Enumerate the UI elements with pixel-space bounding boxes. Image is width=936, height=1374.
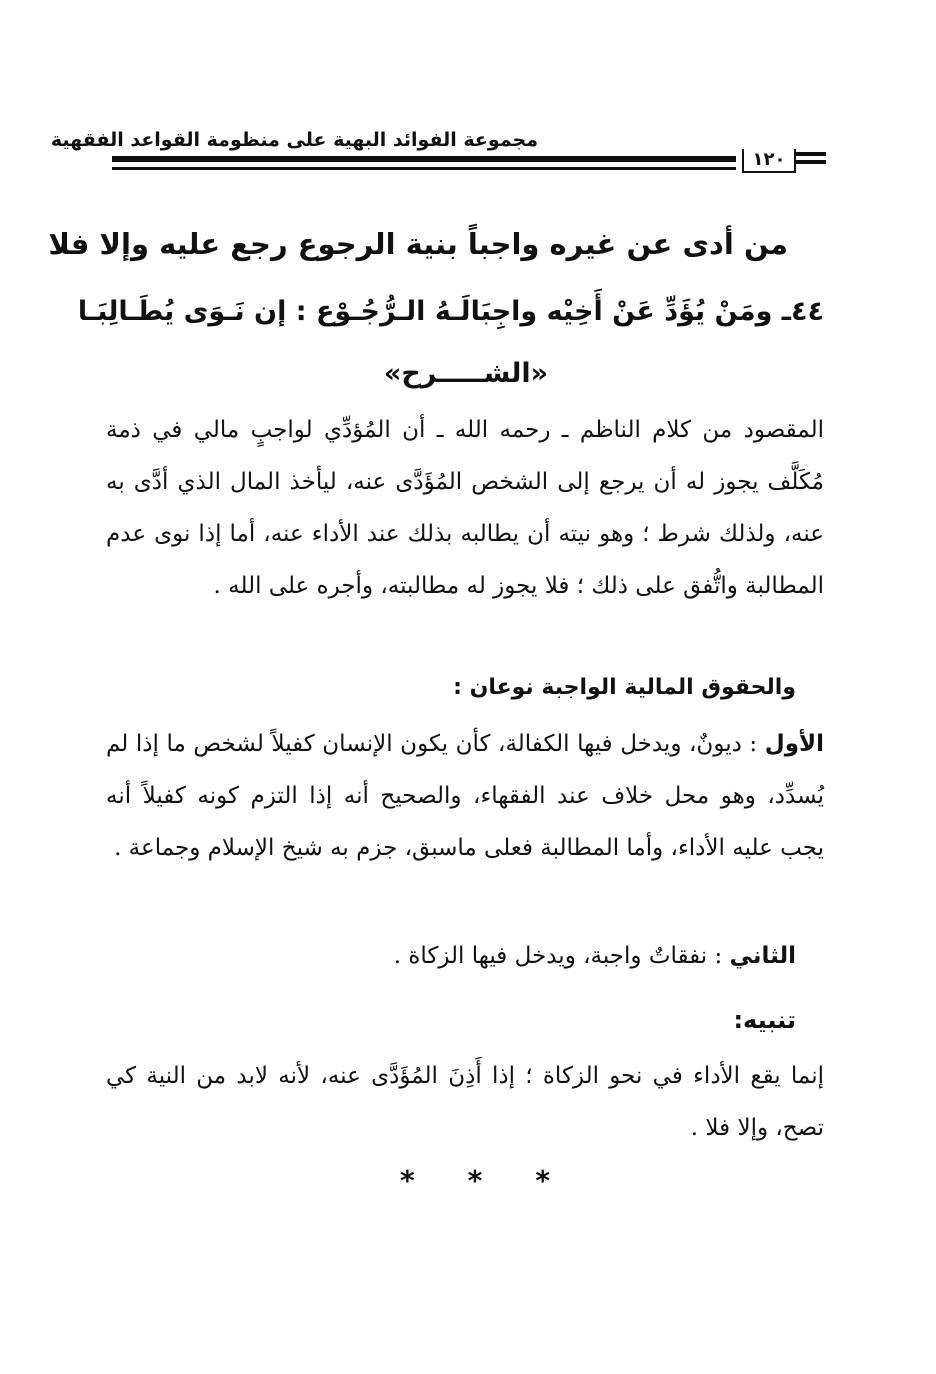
rule-heading: من أدى عن غيره واجباً بنية الرجوع رجع عليه وإلا فلا: [48, 227, 788, 261]
separator-star: *: [535, 1164, 550, 1197]
first-type-text: : ديونٌ، ويدخل فيها الكفالة، كأن يكون الإنسان كفيلاً لشخص ما إذا لم يُسدِّد، وهو محل خلاف عند الفقهاء، والصحيح أنه إذا التزم كونه كفيلاً أنه يجب عليه الأداء، وأما المطالبة فعلى ماسبق، جزم به شيخ الإسلام وجماعة .: [106, 731, 824, 861]
paragraph-second-type: [106, 930, 796, 982]
page-number-ornament: [796, 152, 826, 168]
verse-second-hemistich: لَـهُ الـرُّجُـوْع : إن نَـوَى يُطَـالِبَـا: [77, 296, 471, 327]
second-type-text: : نفقاتٌ واجبة، ويدخل فيها الزكاة .: [393, 943, 723, 969]
first-type-label: الأول: [764, 731, 825, 757]
verse-first-hemistich: ٤٤ـ ومَنْ يُؤَدِّ عَنْ أَخِيْه واجِبَا: [470, 296, 824, 327]
header-rule-thin: [112, 167, 736, 170]
separator-star: *: [467, 1164, 483, 1197]
paragraph-note: إنما يقع الأداء في نحو الزكاة ؛ إذا أَذِنَ المُؤَدَّى عنه، لأنه لابد من النية كي تصح، وإلا فلا .: [106, 1063, 824, 1141]
header-rule-thick: [112, 156, 736, 162]
running-header-title: مجموعة الفوائد البهية على منظومة القواعد الفقهية: [50, 129, 538, 151]
second-type-label: الثاني: [729, 943, 796, 969]
paragraph-intro: المقصود من كلام الناظم ـ رحمه الله ـ أن المُؤدِّي لواجبٍ مالي في ذمة مُكَلَّف يجوز له أن يرجع إلى الشخص المُؤَدَّى عنه، ليأخذ المال الذي أدَّى به عنه، ولذلك شرط ؛ وهو نيته أن يطالبه بذلك عند الأداء عنه، أما إذا نوى عدم المطالبة واتُّفق على ذلك ؛ فلا يجوز له مطالبته، وأجره على الله .: [106, 417, 824, 599]
types-heading: والحقوق المالية الواجبة نوعان :: [453, 675, 796, 700]
paragraph-first-type: [106, 718, 824, 874]
page-number: ١٢٠: [742, 149, 796, 173]
note-heading: تنبيه:: [733, 1006, 796, 1034]
section-separator: [400, 1164, 550, 1197]
separator-star: *: [400, 1164, 415, 1197]
commentary-heading: «الشـــــرح»: [383, 358, 549, 389]
verse-line: [77, 290, 824, 334]
